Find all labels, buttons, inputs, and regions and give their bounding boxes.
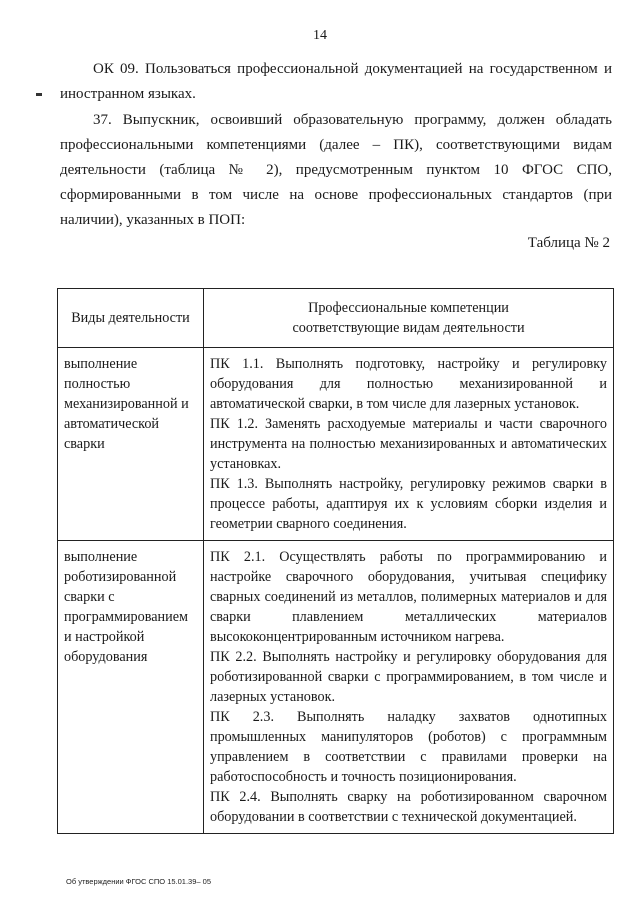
paragraph-37: 37. Выпускник, освоивший образовательную программу, должен обладать профессиональными компетенциями (далее – ПК), соответствующими видам деятельности (таблица № 2), предусмотренным пунктом 10 ФГОС СПО, сформированными в том числе на основе профессиональных стандартов (при наличии), указанных в ПОП: xyxy=(60,112,612,228)
activity-cell: выполнение роботизированной сварки с программированием и настройкой оборудования xyxy=(58,541,204,834)
competency-pk-1-2: ПК 1.2. Заменять расходуемые материалы и части сварочного инструмента на полностью механизированных и автоматических установках. xyxy=(210,416,607,472)
activity-cell: выполнение полностью механизированной и автоматической сварки xyxy=(58,348,204,541)
scan-mark xyxy=(36,93,42,96)
competencies-cell xyxy=(204,348,614,541)
competency-pk-2-3: ПК 2.3. Выполнять наладку захватов однотипных промышленных манипуляторов (роботов) с программным управлением в соответствии с правилами проверки на работоспособность и точность позиционирования. xyxy=(210,709,607,785)
table-caption: Таблица № 2 xyxy=(527,235,610,251)
competency-pk-2-1: ПК 2.1. Осуществлять работы по программированию и настройке сварочного оборудования, учитывая специфику сварных соединений из металлов, полимерных материалов и для сварки плавлением металлических материалов высококонцентрированным источником нагрева. xyxy=(210,549,607,645)
table-header-row xyxy=(58,289,614,348)
header-competencies-line2: соответствующие видам деятельности xyxy=(292,320,525,336)
page-number: 14 xyxy=(313,28,327,43)
competencies-cell xyxy=(204,541,614,834)
table-row xyxy=(58,348,614,541)
header-activity: Виды деятельности xyxy=(58,289,204,348)
competency-pk-2-2: ПК 2.2. Выполнять настройку и регулировку оборудования для роботизированной сварки с программированием, в том числе и лазерных установок. xyxy=(210,649,607,705)
paragraph-ok09: ОК 09. Пользоваться профессиональной документацией на государственном и иностранном языках. xyxy=(60,61,612,102)
table-row xyxy=(58,541,614,834)
competency-pk-1-1: ПК 1.1. Выполнять подготовку, настройку и регулировку оборудования для полностью механизированной и автоматической сварки, в том числе для лазерных установок. xyxy=(210,356,607,412)
competency-pk-1-3: ПК 1.3. Выполнять настройку, регулировку режимов сварки в процессе работы, адаптируя их к условиям сборки изделия и геометрии сварного соединения. xyxy=(210,476,607,532)
header-competencies xyxy=(204,289,614,348)
header-competencies-line1: Профессиональные компетенции xyxy=(308,300,509,316)
competencies-table xyxy=(57,288,614,834)
competency-pk-2-4: ПК 2.4. Выполнять сварку на роботизированном сварочном оборудовании в соответствии с технической документацией. xyxy=(210,789,607,825)
footer-note: Об утверждении ФГОС СПО 15.01.39– 05 xyxy=(66,877,212,886)
